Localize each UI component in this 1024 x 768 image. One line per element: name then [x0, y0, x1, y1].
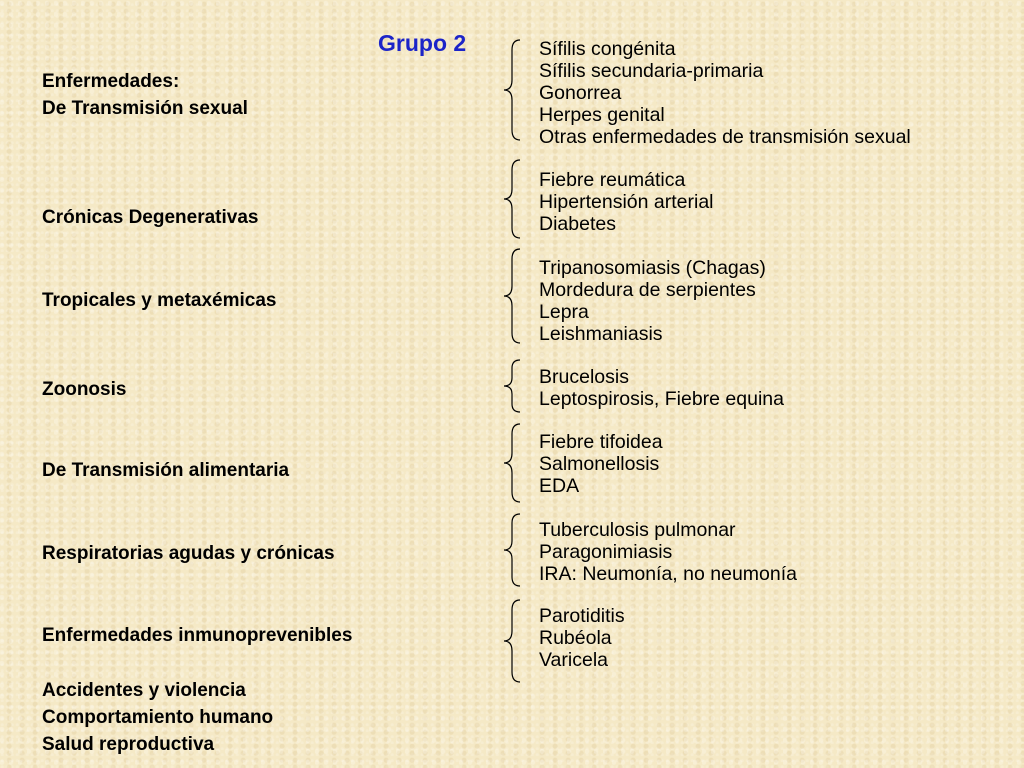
- disease-item: Mordedura de serpientes: [539, 279, 756, 301]
- category-list-bottom: [42, 677, 273, 758]
- disease-item: Parotiditis: [539, 605, 625, 627]
- brace-group-2: [500, 158, 524, 240]
- brace-group-1: [500, 38, 524, 142]
- brace-group-7: [500, 598, 524, 684]
- disease-item: Diabetes: [539, 213, 616, 235]
- categories-heading: [42, 68, 248, 122]
- disease-item: Varicela: [539, 649, 609, 671]
- brace-group-6: [500, 512, 524, 588]
- disease-item: Sífilis secundaria-primaria: [539, 60, 764, 82]
- disease-item: Paragonimiasis: [539, 541, 673, 563]
- disease-list-7: [539, 605, 625, 671]
- category-transmision-alimentaria: De Transmisión alimentaria: [42, 460, 290, 481]
- disease-item: Rubéola: [539, 627, 612, 649]
- disease-list-6: [539, 519, 797, 585]
- disease-item: Fiebre reumática: [539, 169, 686, 191]
- disease-list-2: [539, 169, 714, 235]
- disease-item: Herpes genital: [539, 104, 665, 126]
- category-zoonosis: Zoonosis: [42, 379, 127, 400]
- disease-item: EDA: [539, 475, 580, 497]
- category-transmision-sexual: De Transmisión sexual: [42, 98, 248, 119]
- disease-item: Leishmaniasis: [539, 323, 663, 345]
- disease-item: Otras enfermedades de transmisión sexual: [539, 126, 911, 148]
- category-cronicas: Crónicas Degenerativas: [42, 207, 259, 228]
- category-inmunoprevenibles: Enfermedades inmunoprevenibles: [42, 625, 353, 646]
- category-intro: Enfermedades:: [42, 71, 180, 92]
- category-tropicales: Tropicales y metaxémicas: [42, 290, 277, 311]
- disease-item: Leptospirosis, Fiebre equina: [539, 388, 784, 410]
- slide-title: Grupo 2: [378, 30, 467, 56]
- disease-list-4: [539, 366, 784, 410]
- brace-group-3: [500, 247, 524, 345]
- category-comportamiento: Comportamiento humano: [42, 707, 274, 728]
- brace-group-5: [500, 422, 524, 504]
- disease-item: IRA: Neumonía, no neumonía: [539, 563, 797, 585]
- disease-list-1: [539, 38, 911, 148]
- disease-item: Tripanosomiasis (Chagas): [539, 257, 766, 279]
- category-accidentes: Accidentes y violencia: [42, 680, 246, 701]
- category-salud-reproductiva: Salud reproductiva: [42, 734, 215, 755]
- disease-item: Salmonellosis: [539, 453, 660, 475]
- disease-item: Hipertensión arterial: [539, 191, 714, 213]
- disease-item: Lepra: [539, 301, 589, 323]
- disease-list-3: [539, 257, 766, 345]
- disease-item: Fiebre tifoidea: [539, 431, 663, 453]
- disease-item: Gonorrea: [539, 82, 622, 104]
- disease-item: Sífilis congénita: [539, 38, 676, 60]
- disease-item: Tuberculosis pulmonar: [539, 519, 736, 541]
- disease-list-5: [539, 431, 663, 497]
- disease-item: Brucelosis: [539, 366, 629, 388]
- category-respiratorias: Respiratorias agudas y crónicas: [42, 543, 335, 564]
- brace-group-4: [500, 358, 524, 414]
